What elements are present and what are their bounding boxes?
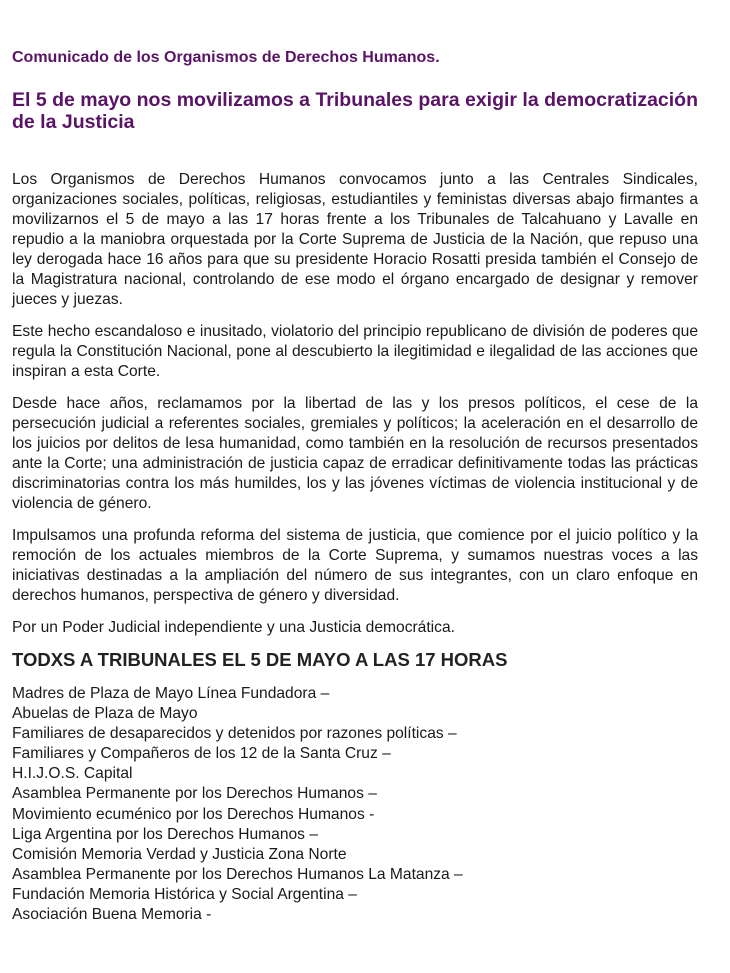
paragraph: Desde hace años, reclamamos por la libertad de las y los presos políticos, el cese de la persecución judicial a referentes sociales, gremiales y políticos; la aceleración en el desarrollo de los juicios por delitos de lesa humanidad, como también en la resolución de recursos presentados ante la Corte; una administración de justicia capaz de erradicar definitivamente todas las prácticas discriminatorias contra los más humildes, los y las jóvenes víctimas de violencia institucional y de violencia de género. <box>12 395 698 512</box>
signatory-item: Familiares y Compañeros de los 12 de la Santa Cruz – <box>12 745 391 763</box>
call-to-action-heading: TODXS A TRIBUNALES EL 5 DE MAYO A LAS 17 HORAS <box>12 649 508 670</box>
signatory-item: Familiares de desaparecidos y detenidos por razones políticas – <box>12 725 457 743</box>
signatory-item: Asamblea Permanente por los Derechos Humanos – <box>12 785 377 803</box>
signatory-item: Asamblea Permanente por los Derechos Humanos La Matanza – <box>12 865 463 883</box>
document-body <box>12 170 698 638</box>
closing-line: Por un Poder Judicial independiente y una Justicia democrática. <box>12 619 455 636</box>
signatory-item: H.I.J.O.S. Capital <box>12 765 133 783</box>
paragraph: Los Organismos de Derechos Humanos convocamos junto a las Centrales Sindicales, organizaciones sociales, políticas, religiosas, estudiantiles y feministas diversas abajo firmantes a movilizarnos el 5 de mayo a las 17 horas frente a los Tribunales de Talcahuano y Lavalle en repudio a la maniobra orquestada por la Corte Suprema de Justicia de la Nación, que repuso una ley derogada hace 16 años para que su presidente Horacio Rosatti presida también el Consejo de la Magistratura nacional, controlando de ese modo el órgano encargado de designar y remover jueces y juezas. <box>12 171 698 308</box>
signatory-list <box>12 684 698 925</box>
paragraph: Impulsamos una profunda reforma del sistema de justicia, que comience por el juicio político y la remoción de los actuales miembros de la Corte Suprema, y sumamos nuestras voces a las iniciativas destinadas a la ampliación del número de sus integrantes, con un claro enfoque en derechos humanos, perspectiva de género y diversidad. <box>12 527 698 604</box>
document-page <box>12 0 698 925</box>
signatory-item: Fundación Memoria Histórica y Social Argentina – <box>12 885 357 903</box>
signatory-item: Asociación Buena Memoria - <box>12 906 212 924</box>
signatory-item: Madres de Plaza de Mayo Línea Fundadora – <box>12 685 330 702</box>
signatory-item: Movimiento ecuménico por los Derechos Humanos - <box>12 805 375 823</box>
document-title: El 5 de mayo nos movilizamos a Tribunales para exigir la democratización de la Justicia <box>12 89 698 133</box>
document-header: Comunicado de los Organismos de Derechos Humanos. <box>12 49 440 66</box>
signatory-item: Comisión Memoria Verdad y Justicia Zona Norte <box>12 845 347 863</box>
paragraph: Este hecho escandaloso e inusitado, violatorio del principio republicano de división de poderes que regula la Constitución Nacional, pone al descubierto la ilegitimidad e ilegalidad de las acciones que inspiran a esta Corte. <box>12 323 698 380</box>
signatory-item: Abuelas de Plaza de Mayo <box>12 705 198 723</box>
signatory-item: Liga Argentina por los Derechos Humanos – <box>12 825 318 843</box>
